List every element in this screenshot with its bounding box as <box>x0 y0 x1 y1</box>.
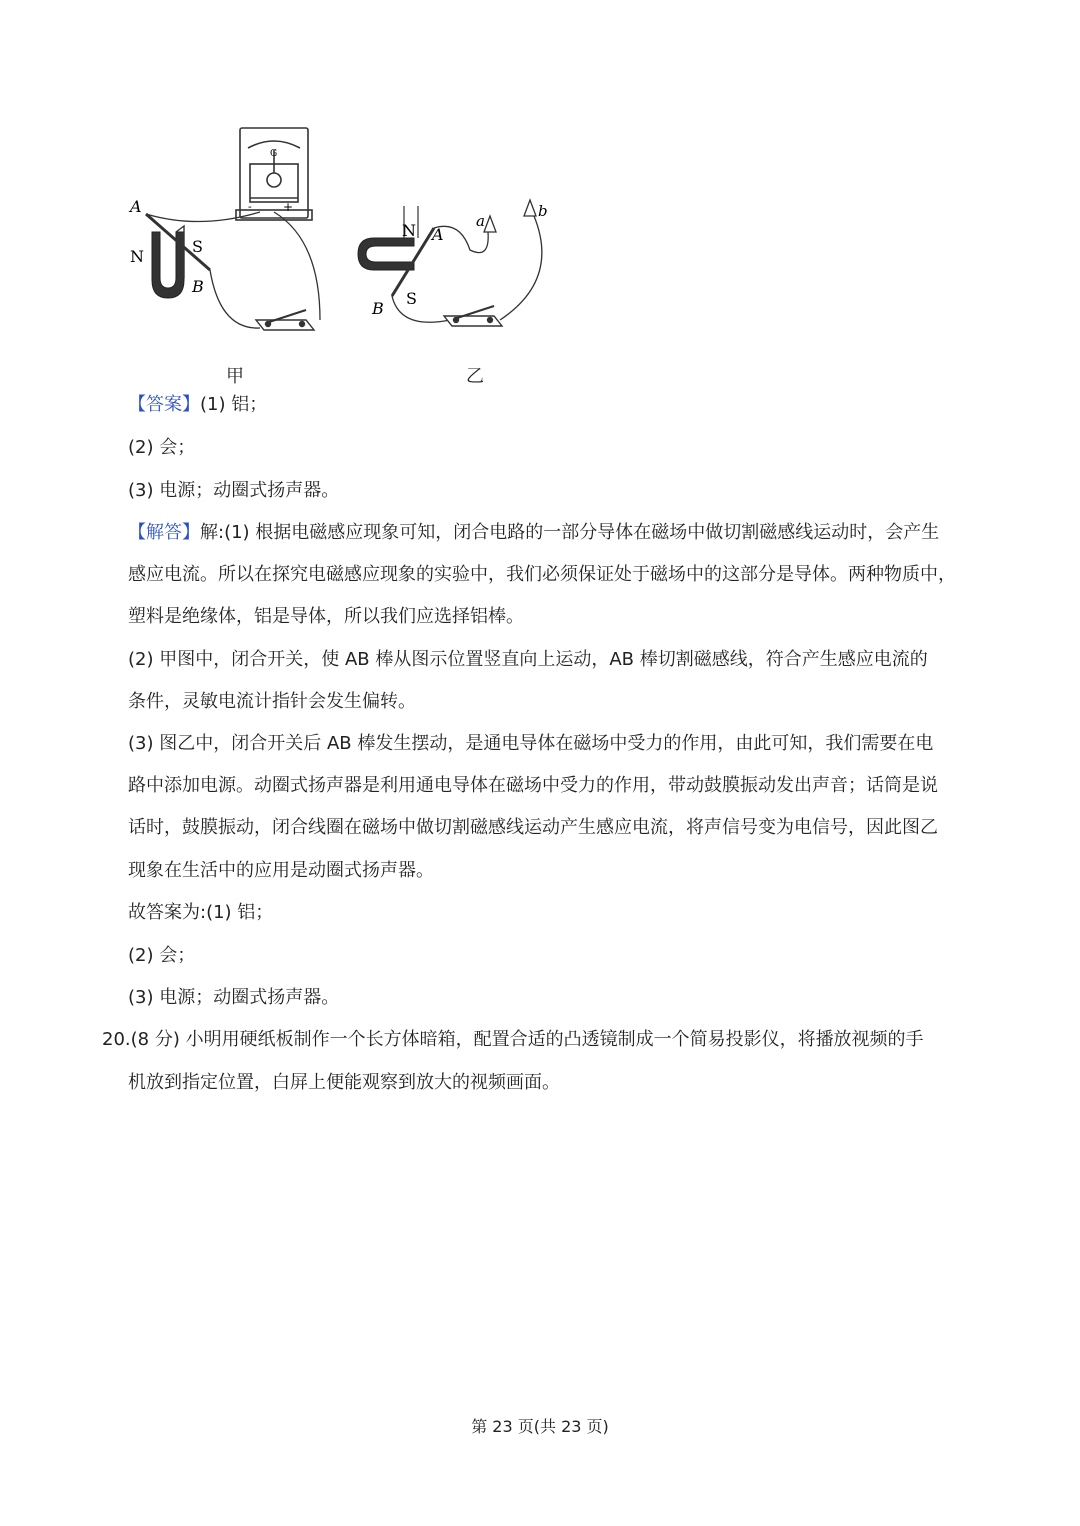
analysis-line-8: 话时，鼓膜振动，闭合线圈在磁场中做切割磁感线运动产生感应电流，将声信号变为电信号，因此图乙 <box>128 817 938 838</box>
u-magnet-left-icon <box>152 226 184 298</box>
answer-tag: 【答案】 <box>128 394 200 415</box>
analysis-line-9: 现象在生活中的应用是动圈式扬声器。 <box>128 860 434 881</box>
caption-left: 甲 <box>226 366 244 387</box>
final-answer-line-1: 故答案为:(1) 铝； <box>128 902 274 923</box>
final-answer-line-2: (2) 会； <box>128 945 196 966</box>
analysis-line-5: 条件，灵敏电流计指针会发生偏转。 <box>128 691 416 712</box>
analysis-line-6: (3) 图乙中，闭合开关后 AB 棒发生摆动，是通电导体在磁场中受力的作用，由此可知，我们需要在电 <box>128 733 934 754</box>
analysis-line-7: 路中添加电源。动圈式扬声器是利用通电导体在磁场中受力的作用，带动鼓膜振动发出声音；话筒是说 <box>128 775 938 796</box>
label-a-left: A <box>130 197 142 216</box>
question-20-line-2: 机放到指定位置，白屏上便能观察到放大的视频画面。 <box>128 1072 560 1093</box>
analysis-tag: 【解答】 <box>128 522 200 543</box>
minus-label: - <box>248 200 252 213</box>
label-b-small: b <box>538 202 548 220</box>
label-a-small: a <box>476 212 485 230</box>
answer-line-2: (2) 会； <box>128 437 196 458</box>
plus-label: + <box>283 200 294 214</box>
label-n-right: N <box>402 221 416 240</box>
g-label: G <box>270 149 278 159</box>
question-20-line-1: 20.(8 分) 小明用硬纸板制作一个长方体暗箱，配置合适的凸透镜制成一个简易投影仪，将播放视频的手 <box>102 1029 924 1050</box>
label-b-right: B <box>372 299 384 318</box>
page-footer: 第 23 页(共 23 页) <box>471 1417 609 1436</box>
label-s-right: S <box>406 289 417 308</box>
analysis-line-1: 【解答】解:(1) 根据电磁感应现象可知，闭合电路的一部分导体在磁场中做切割磁感线运动时，会产生 <box>128 522 940 543</box>
answer-line-3: (3) 电源；动圈式扬声器。 <box>128 480 340 501</box>
analysis-line-3: 塑料是绝缘体，铝是导体，所以我们应选择铝棒。 <box>128 606 524 627</box>
label-a-right: A <box>432 225 444 244</box>
label-b-left: B <box>192 277 204 296</box>
analysis-line-2: 感应电流。所以在探究电磁感应现象的实验中，我们必须保证处于磁场中的这部分是导体。两种物质中， <box>128 564 956 585</box>
label-n-left: N <box>130 247 144 266</box>
caption-right: 乙 <box>466 366 484 387</box>
final-answer-line-3: (3) 电源；动圈式扬声器。 <box>128 987 340 1008</box>
answer-line-1: 【答案】(1) 铝； <box>128 394 268 415</box>
label-s-left: S <box>192 237 203 256</box>
switch-left-icon <box>256 310 314 330</box>
experiment-figure <box>120 120 580 390</box>
switch-right-icon <box>444 306 502 326</box>
electromagnetic-induction-diagram <box>120 120 580 360</box>
analysis-line-4: (2) 甲图中，闭合开关，使 AB 棒从图示位置竖直向上运动，AB 棒切割磁感线，符合产生感应电流的 <box>128 649 928 670</box>
